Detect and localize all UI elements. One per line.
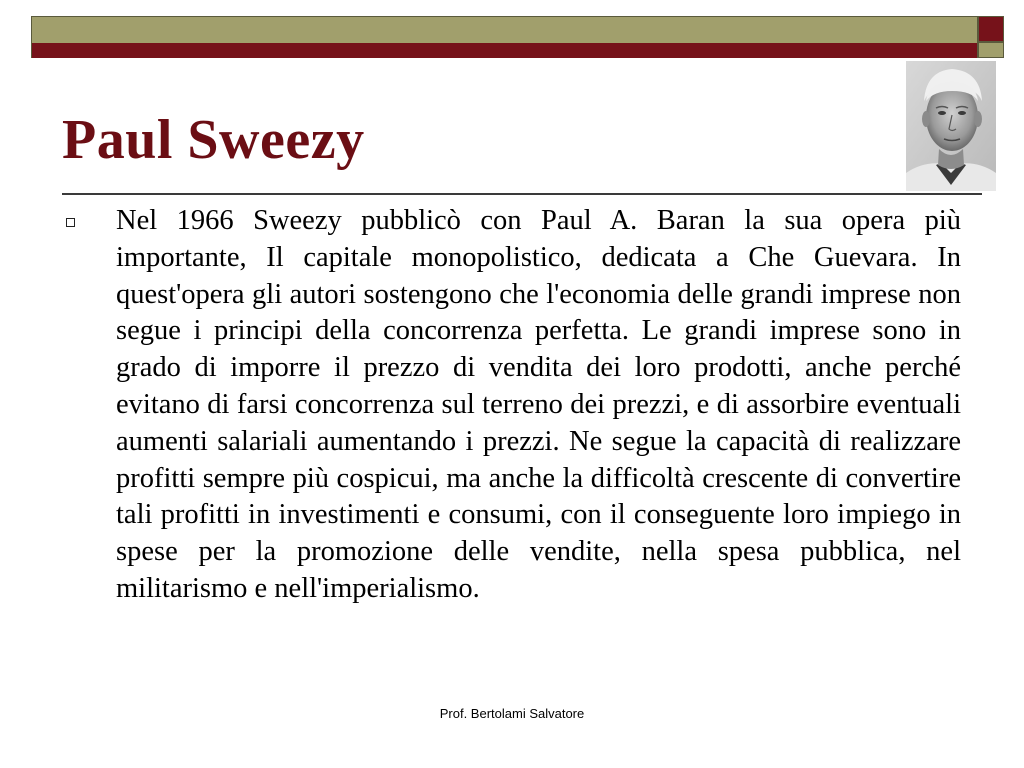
header-corner-square-top [978, 16, 1004, 42]
bullet-paragraph: Nel 1966 Sweezy pubblicò con Paul A. Baran la sua opera più importante, Il capitale monopolistico, dedicata a Che Guevara. In quest'opera gli autori sostengono che l'economia delle grandi imprese non segue i principi della concorrenza perfetta. Le grandi imprese sono in grado di imporre il prezzo di vendita dei loro prodotti, anche perché evitano di farsi concorrenza sul terreno dei prezzi, e di assorbire eventuali aumenti salariali aumentando i prezzi. Ne segue la capacità di realizzare profitti sempre più cospicui, ma anche la difficoltà crescente di convertire tali profitti in investimenti e consumi, con il conseguente loro impiego in spese per la promozione delle vendite, nella spesa pubblica, nel militarismo e nell'imperialismo. [116, 205, 961, 604]
header-corner-square-bottom [978, 42, 1004, 58]
slide-footer: Prof. Bertolami Salvatore [439, 706, 585, 721]
portrait-photo [906, 61, 996, 191]
header-olive-stripe [32, 17, 977, 43]
title-divider [62, 193, 982, 195]
header-decor-bar [31, 16, 978, 58]
slide-title: Paul Sweezy [62, 109, 365, 171]
hollow-square-bullet-icon [66, 218, 75, 227]
header-maroon-stripe [32, 43, 977, 58]
